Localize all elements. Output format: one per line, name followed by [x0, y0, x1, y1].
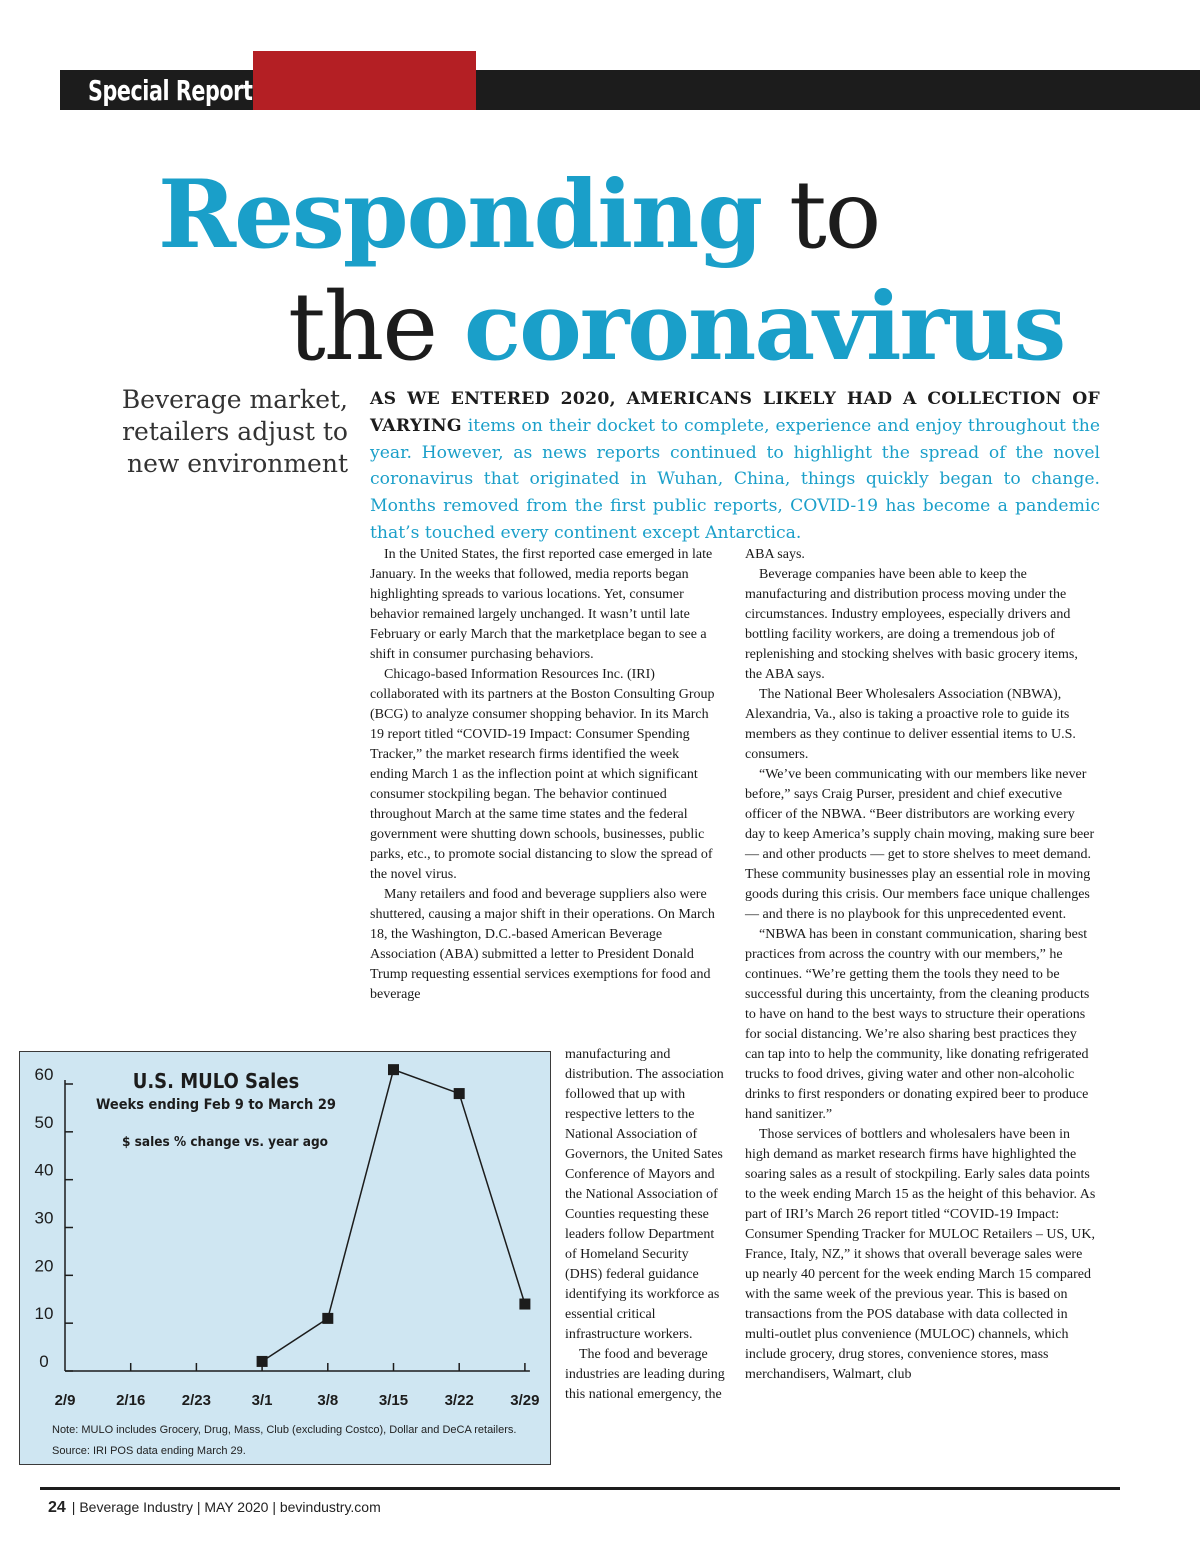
- sales-chart: [19, 1051, 551, 1465]
- footer-text: | Beverage Industry | MAY 2020 | bevindustry.com: [71, 1499, 381, 1515]
- paragraph: Many retailers and food and beverage suppliers also were shuttered, causing a major shift in their operations. On March 18, the Washington, D.C.-based American Beverage Association (ABA) submitted a letter to President Donald Trump requesting essential services exemptions for food and beverage: [370, 887, 715, 1002]
- chart-y-label: $ sales % change vs. year ago: [122, 1134, 328, 1150]
- chart-x-tick-label: 3/29: [510, 1392, 540, 1409]
- chart-y-tick-label: 0: [39, 1352, 49, 1371]
- paragraph: ABA says.: [745, 547, 805, 562]
- chart-x-tick-label: 3/1: [251, 1392, 273, 1409]
- headline-word-to: to: [761, 161, 880, 270]
- chart-canvas: [20, 1052, 552, 1466]
- headline-line-1: [158, 160, 880, 270]
- footer-rule: [40, 1487, 1120, 1490]
- chart-data-point: [388, 1064, 399, 1075]
- header-accent-block: [253, 51, 476, 110]
- lede-text: items on their docket to complete, experience and enjoy throughout the year. However, as news reports continued to highlight the spread of the novel coronavirus that originated in Wuhan, China, things quickly began to change. Months removed from the first public reports, COVID-19 has become a pandemic that’s touched every continent except Antarctica.: [370, 415, 1100, 543]
- footer: [48, 1499, 381, 1517]
- chart-subtitle: Weeks ending Feb 9 to March 29: [95, 1097, 337, 1113]
- chart-y-tick-label: 20: [34, 1256, 54, 1276]
- chart-data-point: [257, 1356, 268, 1367]
- chart-y-tick-label: 50: [34, 1112, 54, 1132]
- chart-series-line: [262, 1070, 525, 1362]
- chart-x-tick-label: 3/8: [317, 1392, 339, 1409]
- paragraph: The food and beverage industries are leading during this national emergency, the: [565, 1347, 725, 1402]
- paragraph: “NBWA has been in constant communication, sharing best practices from across the country with our members,” he continues. “We’re getting them the tools they need to be successful during this uncertainty, from the cleaning products to have on hand to the best ways to structure their operations for social distancing. We’re also sharing best practices they can tap into to help the community, like donating refrigerated trucks to food drives, giving water and other non-alcoholic drinks to first responders or donating expired beer to produce hand sanitizer.”: [745, 927, 1090, 1122]
- chart-axes: [35, 1065, 540, 1409]
- chart-x-tick-label: 2/23: [181, 1392, 212, 1409]
- headline-line-2: [288, 272, 1065, 382]
- lede-paragraph: [370, 386, 1100, 547]
- page-number: 24: [48, 1499, 66, 1516]
- deck-subtitle: Beverage market, retailers adjust to new environment: [121, 385, 348, 478]
- chart-y-tick-label: 10: [34, 1304, 54, 1324]
- chart-data-point: [519, 1299, 530, 1310]
- chart-data-point: [322, 1313, 333, 1324]
- paragraph: manufacturing and distribution. The association followed that up with respective letters to the National Association of Governors, the United Sates Conference of Mayors and the National Association of Counties requesting these leaders follow Department of Homeland Security (DHS) federal guidance identifying its workforce as essential critical infrastructure workers.: [565, 1047, 724, 1342]
- chart-x-tick-label: 2/16: [116, 1392, 146, 1409]
- chart-y-tick-label: 60: [34, 1065, 54, 1084]
- paragraph: In the United States, the first reported case emerged in late January. In the weeks that followed, media reports began highlighting spreads to various locations. Yet, consumer behavior remained largely unchanged. It wasn’t until late February or early March that the marketplace began to see a shift in consumer purchasing behaviors.: [370, 547, 713, 662]
- chart-note: Note: MULO includes Grocery, Drug, Mass, Club (excluding Costco), Dollar and DeCA retailers.: [52, 1424, 517, 1436]
- lede-caps: AS WE ENTERED 2020, AMERICANS LIKELY HAD A COLLECTION OF VARYING: [370, 389, 1100, 436]
- headline-word-the: the: [288, 273, 464, 382]
- chart-x-tick-label: 3/22: [444, 1392, 474, 1409]
- headline-word-responding: Responding: [158, 160, 762, 270]
- chart-title: U.S. MULO Sales: [132, 1069, 300, 1093]
- body-column-1: [370, 545, 720, 1005]
- body-column-2: [745, 545, 1097, 1385]
- chart-x-tick-label: 3/15: [378, 1392, 409, 1409]
- paragraph: The National Beer Wholesalers Association (NBWA), Alexandria, Va., also is taking a proactive role to guide its members as they continue to deliver essential items to U.S. consumers.: [745, 687, 1076, 762]
- chart-y-tick-label: 40: [34, 1160, 54, 1180]
- chart-x-tick-label: 2/9: [54, 1392, 76, 1409]
- headline-word-coronavirus: coronavirus: [463, 272, 1065, 382]
- paragraph: “We’ve been communicating with our members like never before,” says Craig Purser, president and chief executive officer of the NBWA. “Beer distributors are working every day to keep America’s supply chain moving, making sure beer — and other products — get to store shelves to meet demand. These community businesses play an essential role in moving goods during this crisis. Our members face unique challenges — and there is no playbook for this unprecedented event.: [745, 767, 1095, 922]
- chart-source: Source: IRI POS data ending March 29.: [52, 1445, 246, 1457]
- paragraph: Those services of bottlers and wholesalers have been in high demand as market research firms have highlighted the soaring sales as a result of stockpiling. Early sales data points to the week ending March 15 as the height of this behavior. As part of IRI’s March 26 report titled “COVID-19 Impact: Consumer Spending Tracker for MULOC Retailers – US, UK, France, Italy, NZ,” it shows that overall beverage sales were up nearly 40 percent for the week ending March 15 compared with the same week of the previous year. This is based on transactions from the POS database with data collected in multi-outlet plus convenience (MULOC) channels, which include grocery, drug stores, convenience stores, mass merchandisers, Walmart, club: [745, 1127, 1096, 1382]
- body-column-1-narrow: [565, 1045, 727, 1405]
- chart-data-point: [454, 1088, 465, 1099]
- section-label: Special Report: [88, 74, 253, 107]
- paragraph: Chicago-based Information Resources Inc. (IRI) collaborated with its partners at the Boston Consulting Group (BCG) to analyze consumer shopping behavior. In its March 19 report titled “COVID-19 Impact: Consumer Spending Tracker,” the market research firms identified the week ending March 1 as the inflection point at which significant consumer stockpiling began. The behavior continued throughout March at the same time states and the federal government were shutting down schools, businesses, public parks, etc., to promote social distancing to slow the spread of the novel virus.: [370, 667, 715, 882]
- paragraph: Beverage companies have been able to keep the manufacturing and distribution process moving under the circumstances. Industry employees, especially drivers and bottling facility workers, are doing a tremendous job of replenishing and stocking shelves with basic grocery items, the ABA says.: [745, 567, 1078, 682]
- chart-y-tick-label: 30: [34, 1208, 54, 1228]
